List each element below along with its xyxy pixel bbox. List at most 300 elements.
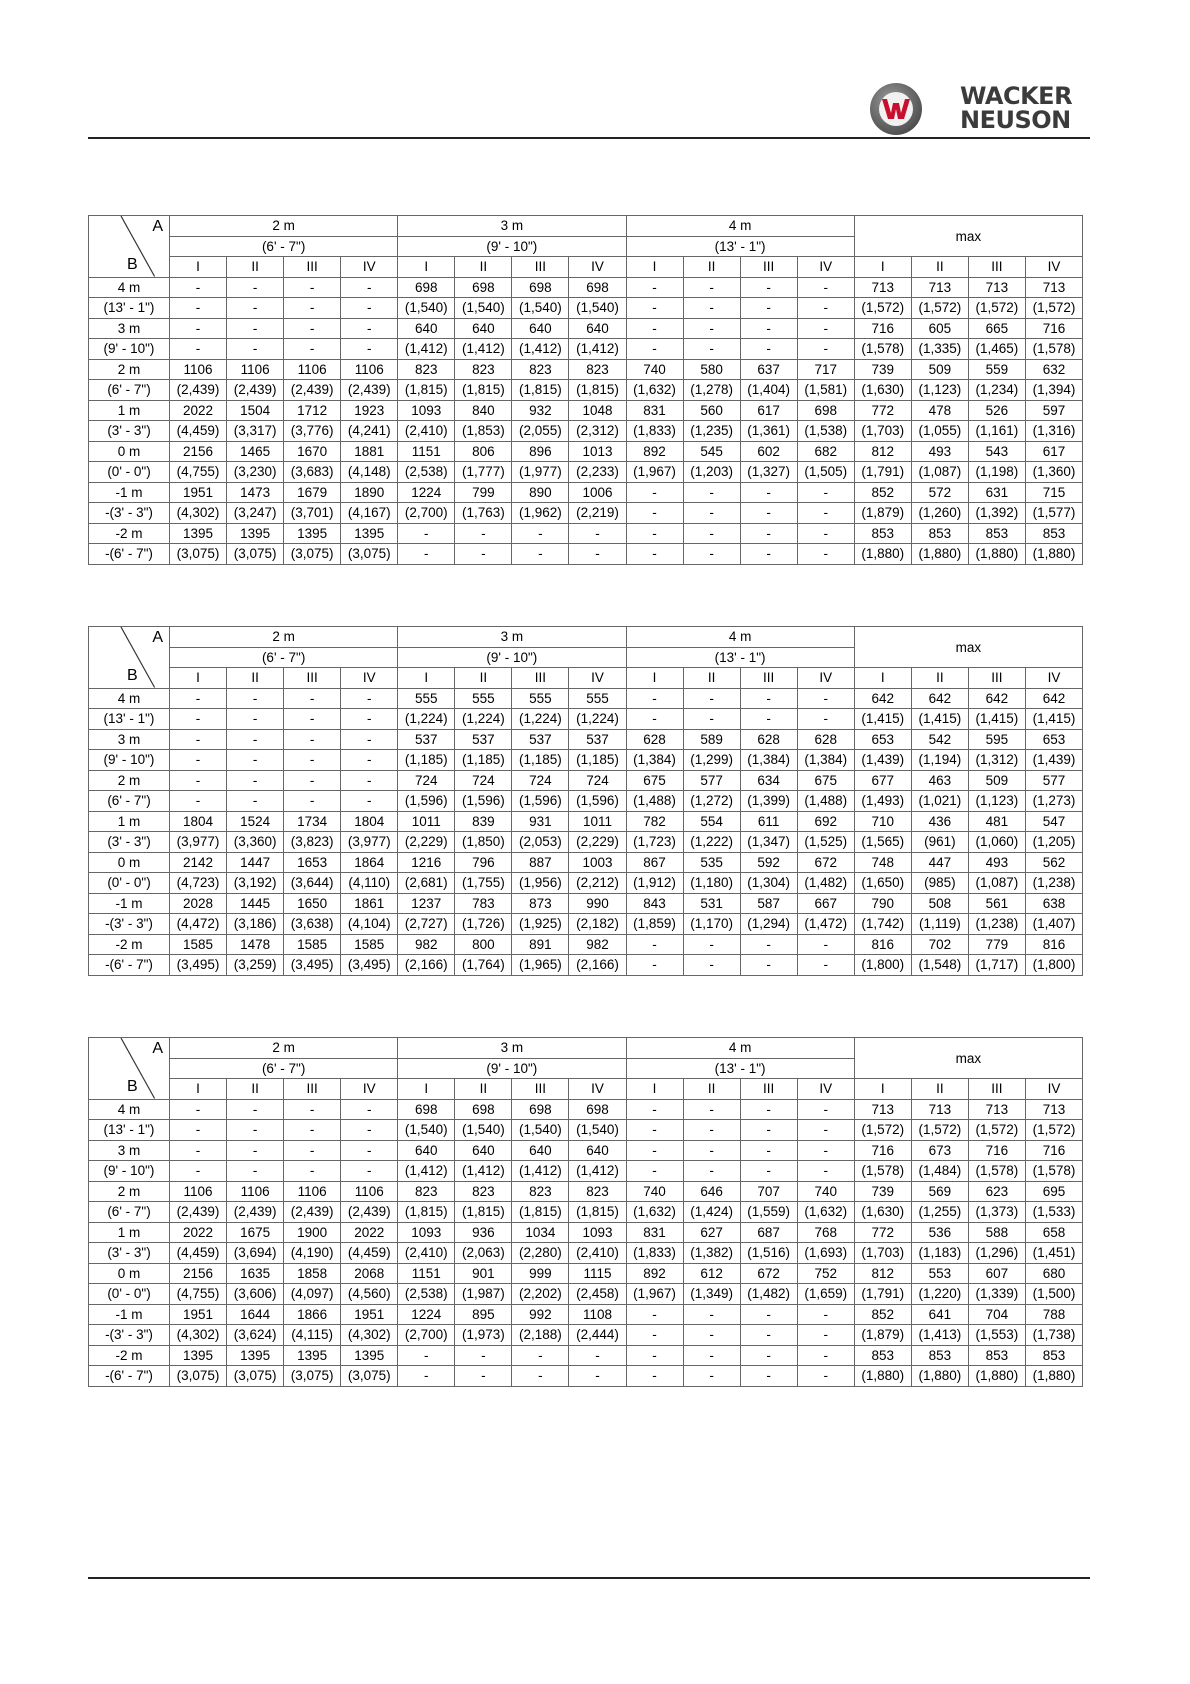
group-header-max: max bbox=[854, 627, 1082, 668]
table-cell: (1,738) bbox=[1025, 1325, 1082, 1346]
table-cell: (1,967) bbox=[626, 1284, 683, 1305]
table-cell: 698 bbox=[797, 400, 854, 421]
group-header-distance: 2 m bbox=[170, 1038, 398, 1059]
column-header: II bbox=[683, 1079, 740, 1100]
table-row bbox=[89, 421, 1083, 442]
table-cell: (2,219) bbox=[569, 503, 626, 524]
table-cell: - bbox=[683, 709, 740, 730]
table-cell: - bbox=[341, 1120, 398, 1141]
table-cell: (2,410) bbox=[398, 1243, 455, 1264]
table-cell: - bbox=[740, 277, 797, 298]
column-header: I bbox=[854, 257, 911, 278]
table-row bbox=[89, 1345, 1083, 1366]
row-label: (13' - 1") bbox=[89, 1120, 170, 1141]
table-cell: (1,412) bbox=[398, 339, 455, 360]
column-header: IV bbox=[797, 257, 854, 278]
table-cell: 2156 bbox=[170, 1263, 227, 1284]
table-cell: (1,412) bbox=[455, 1161, 512, 1182]
table-cell: (1,540) bbox=[569, 298, 626, 319]
table-cell: 2142 bbox=[170, 852, 227, 873]
table-cell: - bbox=[398, 544, 455, 565]
table-cell: 632 bbox=[1025, 359, 1082, 380]
table-cell: (3,694) bbox=[227, 1243, 284, 1264]
table-cell: 555 bbox=[569, 688, 626, 709]
table-cell: - bbox=[341, 318, 398, 339]
table-cell: 611 bbox=[740, 811, 797, 832]
table-cell: 642 bbox=[854, 688, 911, 709]
table-cell: (2,188) bbox=[512, 1325, 569, 1346]
column-header: III bbox=[512, 257, 569, 278]
table-cell: (1,224) bbox=[512, 709, 569, 730]
column-header: IV bbox=[341, 1079, 398, 1100]
table-cell: (2,458) bbox=[569, 1284, 626, 1305]
table-cell: 982 bbox=[569, 934, 626, 955]
row-label: 4 m bbox=[89, 688, 170, 709]
table-cell: (1,755) bbox=[455, 873, 512, 894]
table-cell: 640 bbox=[398, 1140, 455, 1161]
table-cell: - bbox=[341, 1099, 398, 1120]
table-cell: (1,880) bbox=[968, 1366, 1025, 1387]
table-cell: - bbox=[455, 1366, 512, 1387]
table-cell: - bbox=[284, 750, 341, 771]
column-header: II bbox=[683, 257, 740, 278]
column-header: III bbox=[740, 668, 797, 689]
table-cell: 542 bbox=[911, 729, 968, 750]
table-cell: (3,075) bbox=[227, 1366, 284, 1387]
table-cell: - bbox=[170, 750, 227, 771]
table-cell: - bbox=[284, 1161, 341, 1182]
table-cell: 537 bbox=[569, 729, 626, 750]
table-cell: 605 bbox=[911, 318, 968, 339]
table-row bbox=[89, 1202, 1083, 1223]
table-cell: - bbox=[341, 770, 398, 791]
table-cell: - bbox=[797, 1366, 854, 1387]
table-row bbox=[89, 832, 1083, 853]
table-cell: 716 bbox=[1025, 1140, 1082, 1161]
table-cell: - bbox=[284, 1099, 341, 1120]
table-cell: (1,273) bbox=[1025, 791, 1082, 812]
table-cell: (2,410) bbox=[398, 421, 455, 442]
table-cell: 895 bbox=[455, 1304, 512, 1325]
table-cell: (2,312) bbox=[569, 421, 626, 442]
table-row bbox=[89, 503, 1083, 524]
table-cell: (2,229) bbox=[398, 832, 455, 853]
table-cell: 481 bbox=[968, 811, 1025, 832]
table-cell: (1,482) bbox=[740, 1284, 797, 1305]
table-cell: (1,180) bbox=[683, 873, 740, 894]
table-cell: (1,183) bbox=[911, 1243, 968, 1264]
group-header-distance: 4 m bbox=[626, 216, 854, 237]
column-header: II bbox=[227, 668, 284, 689]
table-cell: 537 bbox=[398, 729, 455, 750]
table-cell: (4,302) bbox=[170, 503, 227, 524]
column-header: I bbox=[854, 668, 911, 689]
table-cell: 990 bbox=[569, 893, 626, 914]
column-header: III bbox=[512, 668, 569, 689]
table-row bbox=[89, 811, 1083, 832]
table-cell: (3,317) bbox=[227, 421, 284, 442]
table-cell: (1,791) bbox=[854, 1284, 911, 1305]
header-row-columns bbox=[89, 257, 1083, 278]
table-cell: (3,075) bbox=[170, 1366, 227, 1387]
table-row bbox=[89, 750, 1083, 771]
table-cell: 493 bbox=[911, 441, 968, 462]
table-cell: (2,055) bbox=[512, 421, 569, 442]
corner-label-b: B bbox=[127, 255, 138, 273]
table-cell: - bbox=[683, 523, 740, 544]
table-cell: 1504 bbox=[227, 400, 284, 421]
table-cell: (1,833) bbox=[626, 1243, 683, 1264]
table-cell: (1,384) bbox=[740, 750, 797, 771]
row-label: -(3' - 3") bbox=[89, 914, 170, 935]
table-cell: (1,800) bbox=[1025, 955, 1082, 976]
table-cell: 640 bbox=[455, 318, 512, 339]
table-cell: - bbox=[626, 1325, 683, 1346]
table-row bbox=[89, 770, 1083, 791]
table-cell: - bbox=[284, 1140, 341, 1161]
table-cell: (1,967) bbox=[626, 462, 683, 483]
table-cell: (1,412) bbox=[512, 1161, 569, 1182]
table-cell: 1106 bbox=[227, 1181, 284, 1202]
table-cell: (1,578) bbox=[854, 339, 911, 360]
table-cell: (1,973) bbox=[455, 1325, 512, 1346]
table-cell: - bbox=[740, 1161, 797, 1182]
footer-rule bbox=[88, 1577, 1090, 1579]
table-cell: 589 bbox=[683, 729, 740, 750]
table-cell: - bbox=[227, 1120, 284, 1141]
header-row-distance bbox=[89, 216, 1083, 237]
table-cell: (2,212) bbox=[569, 873, 626, 894]
table-cell: (1,299) bbox=[683, 750, 740, 771]
table-cell: - bbox=[626, 544, 683, 565]
table-cell: 555 bbox=[512, 688, 569, 709]
table-cell: 891 bbox=[512, 934, 569, 955]
row-label: (6' - 7") bbox=[89, 791, 170, 812]
table-cell: - bbox=[569, 1366, 626, 1387]
brand-logo bbox=[868, 78, 1088, 138]
table-cell: - bbox=[683, 298, 740, 319]
table-cell: 2028 bbox=[170, 893, 227, 914]
table-cell: (1,488) bbox=[797, 791, 854, 812]
table-cell: - bbox=[740, 544, 797, 565]
table-cell: (1,482) bbox=[797, 873, 854, 894]
table-cell: (1,296) bbox=[968, 1243, 1025, 1264]
table-cell: 853 bbox=[854, 523, 911, 544]
table-cell: (1,493) bbox=[854, 791, 911, 812]
table-cell: (1,577) bbox=[1025, 503, 1082, 524]
table-cell: - bbox=[626, 1366, 683, 1387]
table-cell: (1,578) bbox=[854, 1161, 911, 1182]
table-cell: 790 bbox=[854, 893, 911, 914]
table-cell: 717 bbox=[797, 359, 854, 380]
table-cell: 680 bbox=[1025, 1263, 1082, 1284]
table-cell: - bbox=[227, 709, 284, 730]
table-cell: - bbox=[740, 523, 797, 544]
table-cell: (3,075) bbox=[284, 544, 341, 565]
table-row bbox=[89, 1181, 1083, 1202]
table-cell: 831 bbox=[626, 1222, 683, 1243]
table-cell: (1,659) bbox=[797, 1284, 854, 1305]
table-row bbox=[89, 400, 1083, 421]
table-cell: - bbox=[569, 544, 626, 565]
table-cell: (1,415) bbox=[968, 709, 1025, 730]
table-cell: 1151 bbox=[398, 1263, 455, 1284]
table-cell: 896 bbox=[512, 441, 569, 462]
table-cell: (1,185) bbox=[512, 750, 569, 771]
table-cell: (3,230) bbox=[227, 462, 284, 483]
table-cell: 536 bbox=[911, 1222, 968, 1243]
table-cell: - bbox=[170, 339, 227, 360]
table-cell: - bbox=[398, 1366, 455, 1387]
table-cell: (1,205) bbox=[1025, 832, 1082, 853]
table-cell: 892 bbox=[626, 1263, 683, 1284]
table-cell: 640 bbox=[512, 1140, 569, 1161]
column-header: IV bbox=[341, 668, 398, 689]
table-cell: - bbox=[170, 1099, 227, 1120]
table-cell: (1,399) bbox=[740, 791, 797, 812]
table-cell: 831 bbox=[626, 400, 683, 421]
table-cell: (1,815) bbox=[455, 1202, 512, 1223]
table-cell: - bbox=[284, 688, 341, 709]
row-label: -(3' - 3") bbox=[89, 503, 170, 524]
table-cell: 646 bbox=[683, 1181, 740, 1202]
load-capacity-table bbox=[88, 215, 1083, 565]
table-cell: - bbox=[227, 791, 284, 812]
table-cell: - bbox=[683, 482, 740, 503]
table-row bbox=[89, 1366, 1083, 1387]
table-cell: 1237 bbox=[398, 893, 455, 914]
table-row bbox=[89, 873, 1083, 894]
column-header: III bbox=[740, 257, 797, 278]
table-cell: 677 bbox=[854, 770, 911, 791]
table-cell: 667 bbox=[797, 893, 854, 914]
row-label: (0' - 0") bbox=[89, 462, 170, 483]
group-header-max: max bbox=[854, 216, 1082, 257]
table-cell: - bbox=[740, 503, 797, 524]
table-cell: (1,596) bbox=[569, 791, 626, 812]
table-row bbox=[89, 729, 1083, 750]
table-cell: 752 bbox=[797, 1263, 854, 1284]
column-header: IV bbox=[1025, 1079, 1082, 1100]
table-cell: 1106 bbox=[284, 359, 341, 380]
table-cell: 577 bbox=[1025, 770, 1082, 791]
table-cell: 436 bbox=[911, 811, 968, 832]
table-cell: (1,123) bbox=[911, 380, 968, 401]
column-header: I bbox=[854, 1079, 911, 1100]
table-cell: (1,962) bbox=[512, 503, 569, 524]
table-row bbox=[89, 359, 1083, 380]
table-cell: (1,238) bbox=[968, 914, 1025, 935]
table-cell: (1,407) bbox=[1025, 914, 1082, 935]
table-cell: (1,055) bbox=[911, 421, 968, 442]
table-cell: 642 bbox=[1025, 688, 1082, 709]
table-row bbox=[89, 298, 1083, 319]
table-cell: (1,185) bbox=[569, 750, 626, 771]
table-cell: 577 bbox=[683, 770, 740, 791]
table-cell: 1679 bbox=[284, 482, 341, 503]
table-cell: 1804 bbox=[341, 811, 398, 832]
table-cell: 526 bbox=[968, 400, 1025, 421]
table-cell: (1,572) bbox=[1025, 1120, 1082, 1141]
table-cell: (1,533) bbox=[1025, 1202, 1082, 1223]
table-cell: (1,540) bbox=[455, 1120, 512, 1141]
table-cell: 1106 bbox=[341, 1181, 398, 1202]
table-cell: 1524 bbox=[227, 811, 284, 832]
table-cell: 687 bbox=[740, 1222, 797, 1243]
table-cell: 853 bbox=[968, 1345, 1025, 1366]
table-cell: - bbox=[740, 339, 797, 360]
table-cell: 812 bbox=[854, 1263, 911, 1284]
table-cell: (1,632) bbox=[797, 1202, 854, 1223]
table-cell: 638 bbox=[1025, 893, 1082, 914]
table-cell: 800 bbox=[455, 934, 512, 955]
table-row bbox=[89, 1140, 1083, 1161]
table-cell: (1,880) bbox=[854, 544, 911, 565]
table-cell: (1,413) bbox=[911, 1325, 968, 1346]
table-cell: - bbox=[797, 1345, 854, 1366]
table-cell: (1,238) bbox=[1025, 873, 1082, 894]
table-cell: 607 bbox=[968, 1263, 1025, 1284]
table-cell: (1,224) bbox=[455, 709, 512, 730]
table-cell: (4,110) bbox=[341, 873, 398, 894]
column-header: III bbox=[740, 1079, 797, 1100]
table-cell: 478 bbox=[911, 400, 968, 421]
table-cell: 554 bbox=[683, 811, 740, 832]
table-cell: (1,791) bbox=[854, 462, 911, 483]
table-cell: - bbox=[512, 523, 569, 544]
table-cell: (2,444) bbox=[569, 1325, 626, 1346]
table-cell: - bbox=[683, 1345, 740, 1366]
table-cell: - bbox=[683, 934, 740, 955]
table-cell: 713 bbox=[854, 277, 911, 298]
column-header: II bbox=[227, 257, 284, 278]
table-cell: 823 bbox=[512, 1181, 569, 1202]
table-row bbox=[89, 441, 1083, 462]
table-cell: - bbox=[797, 544, 854, 565]
table-cell: - bbox=[740, 688, 797, 709]
table-cell: 702 bbox=[911, 934, 968, 955]
table-cell: (1,880) bbox=[1025, 1366, 1082, 1387]
row-label: (3' - 3") bbox=[89, 1243, 170, 1264]
table-cell: (1,987) bbox=[455, 1284, 512, 1305]
table-cell: (1,581) bbox=[797, 380, 854, 401]
table-cell: - bbox=[284, 277, 341, 298]
table-cell: 707 bbox=[740, 1181, 797, 1202]
column-header: IV bbox=[1025, 257, 1082, 278]
corner-header bbox=[89, 1038, 170, 1100]
table-cell: - bbox=[626, 277, 683, 298]
table-cell: 724 bbox=[455, 770, 512, 791]
table-cell: 1106 bbox=[284, 1181, 341, 1202]
table-cell: - bbox=[797, 1325, 854, 1346]
table-cell: - bbox=[797, 1120, 854, 1141]
table-cell: (1,361) bbox=[740, 421, 797, 442]
table-cell: (1,185) bbox=[455, 750, 512, 771]
row-label: 1 m bbox=[89, 1222, 170, 1243]
table-cell: - bbox=[569, 523, 626, 544]
table-cell: 890 bbox=[512, 482, 569, 503]
table-cell: 1224 bbox=[398, 1304, 455, 1325]
table-cell: 823 bbox=[512, 359, 569, 380]
table-cell: 892 bbox=[626, 441, 683, 462]
table-cell: 1395 bbox=[284, 523, 341, 544]
corner-label-b: B bbox=[127, 666, 138, 684]
table-cell: 1675 bbox=[227, 1222, 284, 1243]
row-label: -(6' - 7") bbox=[89, 955, 170, 976]
table-cell: 1395 bbox=[170, 1345, 227, 1366]
table-cell: (4,459) bbox=[170, 421, 227, 442]
table-cell: (1,572) bbox=[911, 298, 968, 319]
table-cell: - bbox=[170, 791, 227, 812]
table-cell: 1034 bbox=[512, 1222, 569, 1243]
table-cell: (4,115) bbox=[284, 1325, 341, 1346]
table-cell: (1,572) bbox=[911, 1120, 968, 1141]
table-cell: - bbox=[227, 729, 284, 750]
table-cell: (1,880) bbox=[1025, 544, 1082, 565]
row-label: 0 m bbox=[89, 852, 170, 873]
table-cell: 1951 bbox=[170, 1304, 227, 1325]
table-cell: (2,439) bbox=[227, 1202, 284, 1223]
table-cell: 623 bbox=[968, 1181, 1025, 1202]
table-cell: 823 bbox=[455, 359, 512, 380]
table-cell: - bbox=[341, 709, 398, 730]
table-cell: (1,538) bbox=[797, 421, 854, 442]
table-cell: - bbox=[683, 1099, 740, 1120]
table-cell: - bbox=[170, 770, 227, 791]
table-cell: 602 bbox=[740, 441, 797, 462]
table-cell: 853 bbox=[968, 523, 1025, 544]
table-cell: 853 bbox=[911, 1345, 968, 1366]
table-cell: - bbox=[797, 298, 854, 319]
table-cell: 617 bbox=[740, 400, 797, 421]
group-header-distance: 3 m bbox=[398, 1038, 626, 1059]
table-cell: (1,630) bbox=[854, 1202, 911, 1223]
table-cell: (4,723) bbox=[170, 873, 227, 894]
group-header-imperial: (9' - 10") bbox=[398, 1058, 626, 1079]
table-cell: 1644 bbox=[227, 1304, 284, 1325]
table-cell: 1473 bbox=[227, 482, 284, 503]
table-cell: - bbox=[626, 318, 683, 339]
table-cell: (3,776) bbox=[284, 421, 341, 442]
row-label: 2 m bbox=[89, 1181, 170, 1202]
table-cell: 1093 bbox=[398, 1222, 455, 1243]
table-cell: (1,222) bbox=[683, 832, 740, 853]
table-cell: (2,053) bbox=[512, 832, 569, 853]
column-header: III bbox=[512, 1079, 569, 1100]
table-cell: 1013 bbox=[569, 441, 626, 462]
table-cell: (1,572) bbox=[854, 298, 911, 319]
table-cell: - bbox=[740, 1099, 797, 1120]
table-cell: - bbox=[797, 503, 854, 524]
column-header: III bbox=[284, 257, 341, 278]
table-cell: - bbox=[170, 318, 227, 339]
column-header: IV bbox=[341, 257, 398, 278]
table-row bbox=[89, 380, 1083, 401]
table-cell: - bbox=[797, 1161, 854, 1182]
table-cell: (1,703) bbox=[854, 1243, 911, 1264]
table-cell: 1106 bbox=[170, 359, 227, 380]
table-cell: (2,727) bbox=[398, 914, 455, 935]
table-cell: 740 bbox=[626, 1181, 683, 1202]
table-cell: 692 bbox=[797, 811, 854, 832]
column-header: I bbox=[398, 668, 455, 689]
table-row bbox=[89, 1243, 1083, 1264]
table-cell: (1,198) bbox=[968, 462, 1025, 483]
table-cell: - bbox=[626, 955, 683, 976]
table-cell: 1011 bbox=[569, 811, 626, 832]
row-label: (13' - 1") bbox=[89, 298, 170, 319]
table-cell: (3,495) bbox=[170, 955, 227, 976]
